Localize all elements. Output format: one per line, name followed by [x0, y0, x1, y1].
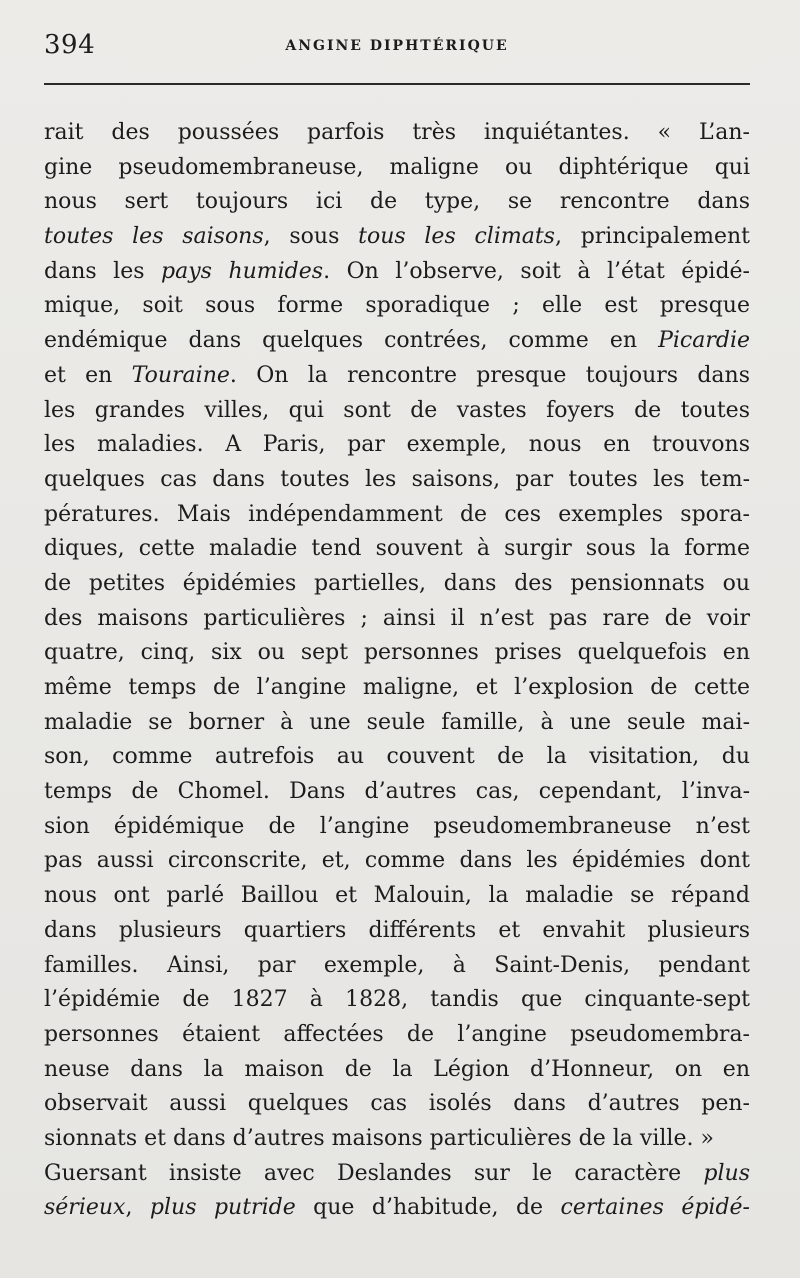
italic-text: toutes les saisons: [44, 224, 264, 250]
text-line: les grandes villes, qui sont de vastes foyers de toutes: [44, 397, 750, 423]
text-line: [44, 324, 750, 359]
text-line: pas aussi circonscrite, et, comme dans les épidémies dont: [44, 848, 750, 874]
italic-text: Touraine: [131, 362, 230, 388]
text-line: temps de Chomel. Dans d’autres cas, cependant, l’inva-: [44, 779, 750, 805]
text-span: , principalement: [554, 224, 750, 250]
text-span: dans les: [44, 258, 162, 284]
running-title: ANGINE DIPHTÉRIQUE: [285, 38, 509, 54]
text-span: Guersant insiste avec Deslandes sur le caractère: [44, 1160, 704, 1186]
text-line: des maisons particulières ; ainsi il n’est pas rare de voir: [44, 605, 750, 631]
text-span: endémique dans quelques contrées, comme en: [44, 328, 659, 354]
text-line: pératures. Mais indépendamment de ces exemples spora-: [44, 501, 750, 527]
text-line: [44, 255, 750, 290]
text-span: . On la rencontre presque toujours dans: [229, 362, 750, 388]
text-line: neuse dans la maison de la Légion d’Honneur, on en: [44, 1056, 750, 1082]
text-line: l’épidémie de 1827 à 1828, tandis que cinquante-sept: [44, 987, 750, 1013]
text-line: [44, 1191, 750, 1226]
text-span: et en: [44, 362, 132, 388]
page-number: 394: [44, 30, 96, 60]
text-line: son, comme autrefois au couvent de la visitation, du: [44, 744, 750, 770]
italic-text: Picardie: [658, 328, 750, 354]
text-span: que d’habitude, de: [295, 1195, 561, 1221]
text-line: quelques cas dans toutes les saisons, par toutes les tem-: [44, 466, 750, 492]
text-line: rait des poussées parfois très inquiétantes. « L’an-: [44, 120, 750, 145]
text-line: [44, 359, 750, 394]
page-header: [44, 30, 750, 66]
italic-text: certaines épidé-: [560, 1195, 750, 1221]
text-span: . On l’observe, soit à l’état épidé-: [323, 258, 750, 284]
text-line: gine pseudomembraneuse, maligne ou diphtérique qui: [44, 154, 750, 180]
text-line: familles. Ainsi, par exemple, à Saint-Denis, pendant: [44, 952, 750, 978]
text-line: [44, 1157, 750, 1192]
text-line: observait aussi quelques cas isolés dans d’autres pen-: [44, 1091, 750, 1117]
text-line: maladie se borner à une seule famille, à une seule mai-: [44, 709, 750, 735]
text-line: [44, 220, 750, 255]
text-line: personnes étaient affectées de l’angine pseudomembra-: [44, 1021, 750, 1047]
text-line: sion épidémique de l’angine pseudomembraneuse n’est: [44, 813, 750, 839]
header-rule: [44, 83, 750, 85]
text-line: sionnats et dans d’autres maisons particulières de la ville. »: [44, 1125, 714, 1151]
italic-text: pays humides: [161, 258, 324, 284]
text-line: dans plusieurs quartiers différents et envahit plusieurs: [44, 917, 750, 943]
text-line: quatre, cinq, six ou sept personnes prises quelquefois en: [44, 640, 750, 666]
italic-text: plus putride: [149, 1195, 296, 1221]
text-line: nous sert toujours ici de type, se rencontre dans: [44, 189, 750, 215]
italic-text: sérieux: [44, 1195, 126, 1221]
italic-text: tous les climats: [358, 224, 555, 250]
text-span: ,: [125, 1195, 150, 1221]
italic-text: plus: [703, 1160, 750, 1186]
body-text: [44, 116, 750, 1226]
text-line: diques, cette maladie tend souvent à surgir sous la forme: [44, 536, 750, 562]
text-line: nous ont parlé Baillou et Malouin, la maladie se répand: [44, 883, 750, 909]
text-line: de petites épidémies partielles, dans des pensionnats ou: [44, 570, 750, 596]
text-line: mique, soit sous forme sporadique ; elle est presque: [44, 293, 750, 319]
text-span: , sous: [263, 224, 359, 250]
text-line: même temps de l’angine maligne, et l’explosion de cette: [44, 675, 750, 700]
text-line: les maladies. A Paris, par exemple, nous en trouvons: [44, 432, 750, 458]
